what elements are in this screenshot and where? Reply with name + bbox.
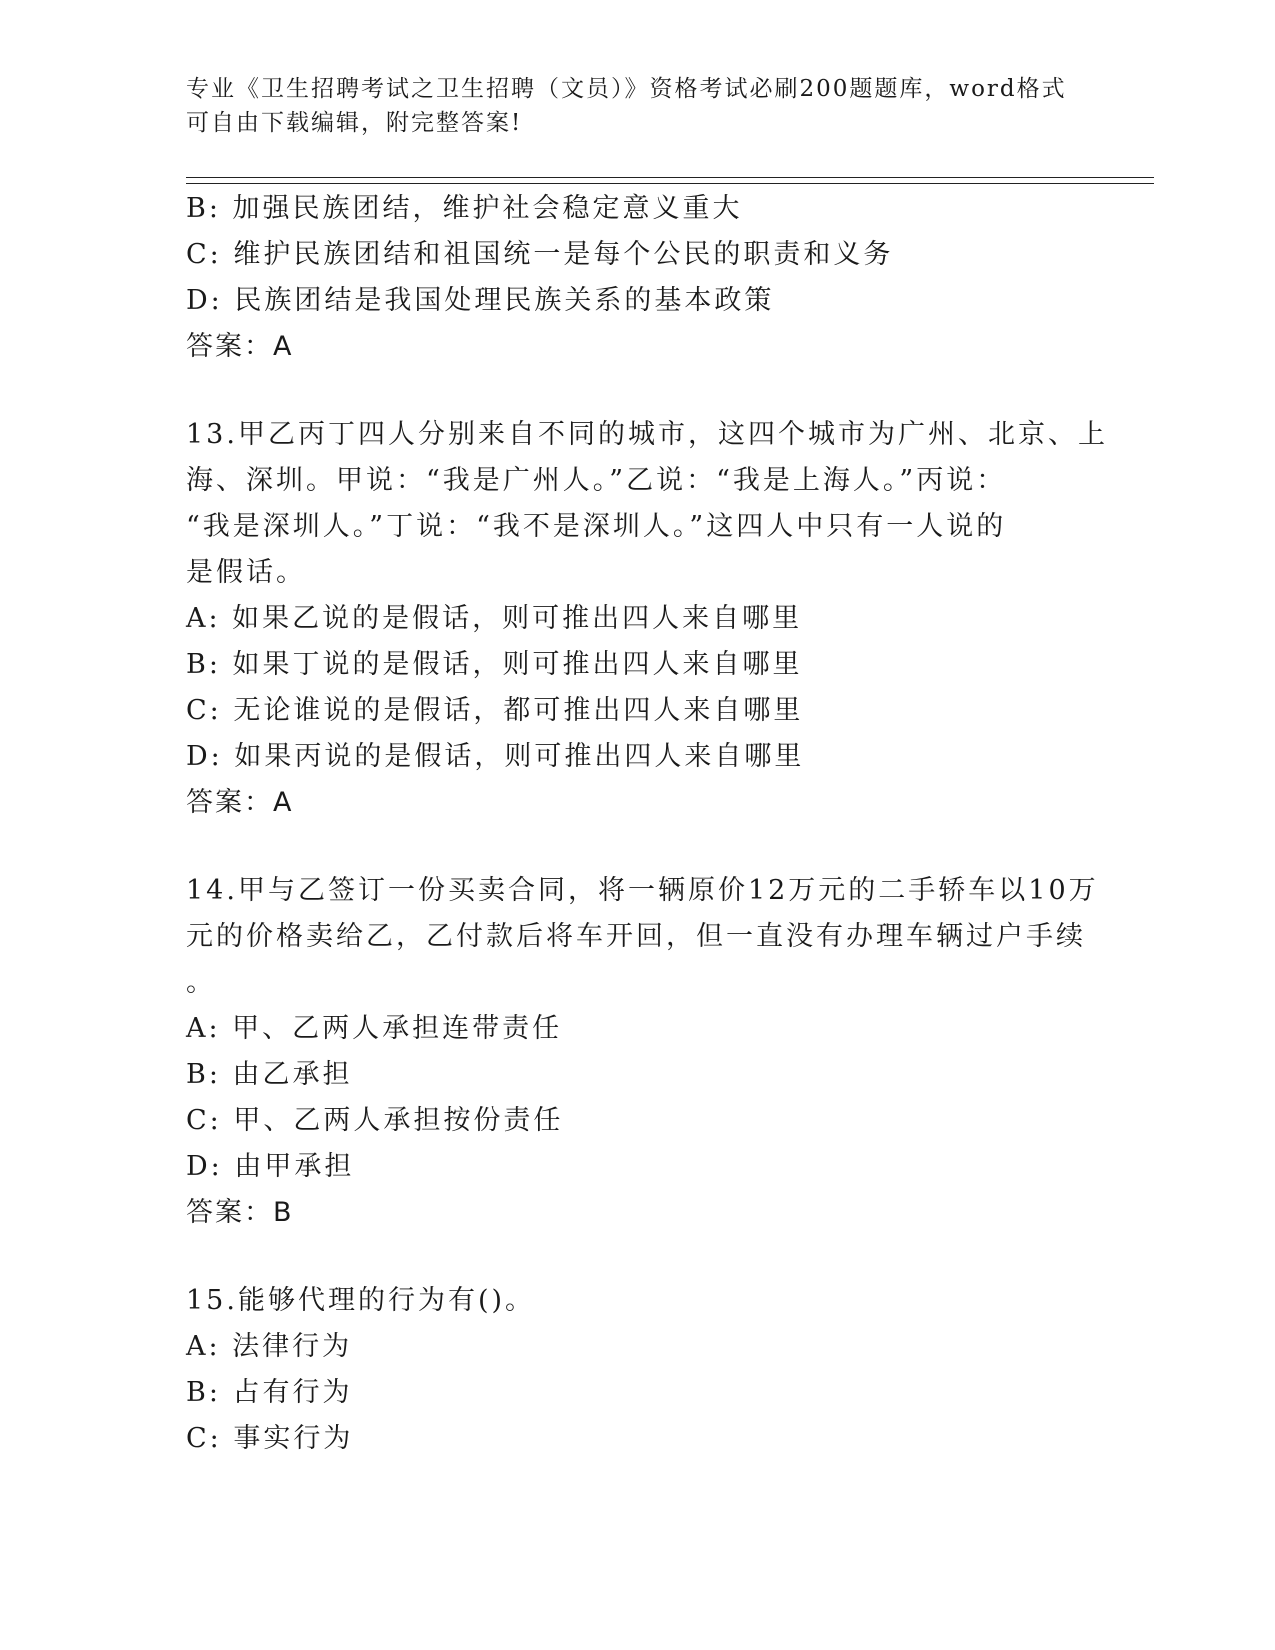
header-divider-top bbox=[186, 177, 1154, 178]
header-divider-bottom bbox=[186, 183, 1154, 184]
option-a: A: 法律行为 bbox=[186, 1331, 353, 1362]
question-stem-line: 元的价格卖给乙，乙付款后将车开回，但一直没有办理车辆过户手续 bbox=[186, 921, 1086, 952]
question-stem-line: 是假话。 bbox=[186, 557, 306, 588]
document-body bbox=[186, 186, 1108, 1462]
question-stem-line: 14.甲与乙签订一份买卖合同，将一辆原价12万元的二手轿车以10万 bbox=[186, 875, 1099, 906]
question-stem-line: 15.能够代理的行为有()。 bbox=[186, 1285, 536, 1316]
question-stem-line: 。 bbox=[186, 967, 216, 998]
option-b: B: 如果丁说的是假话，则可推出四人来自哪里 bbox=[186, 649, 803, 680]
question-stem-line: 海、深圳。甲说：“我是广州人。”乙说：“我是上海人。”丙说： bbox=[186, 465, 1007, 496]
answer-line: 答案：A bbox=[186, 331, 294, 362]
option-b: B: 由乙承担 bbox=[186, 1059, 353, 1090]
option-d: D: 如果丙说的是假话，则可推出四人来自哪里 bbox=[186, 741, 805, 772]
spacer bbox=[186, 370, 1086, 412]
option-c: C: 无论谁说的是假话，都可推出四人来自哪里 bbox=[186, 695, 804, 726]
question-14 bbox=[186, 868, 1099, 1236]
option-d: D: 民族团结是我国处理民族关系的基本政策 bbox=[186, 285, 775, 316]
document-header bbox=[186, 72, 1076, 140]
header-line-1: 专业《卫生招聘考试之卫生招聘（文员）》资格考试必刷200题题库，word格式 bbox=[186, 76, 1067, 102]
option-c: C: 维护民族团结和祖国统一是每个公民的职责和义务 bbox=[186, 239, 894, 270]
question-15 bbox=[186, 1278, 1086, 1462]
option-a: A: 如果乙说的是假话，则可推出四人来自哪里 bbox=[186, 603, 803, 634]
spacer bbox=[186, 826, 1086, 868]
answer-line: 答案：B bbox=[186, 1197, 294, 1228]
option-d: D: 由甲承担 bbox=[186, 1151, 355, 1182]
option-b: B: 加强民族团结，维护社会稳定意义重大 bbox=[186, 193, 743, 224]
spacer bbox=[186, 1236, 1086, 1278]
option-a: A: 甲、乙两人承担连带责任 bbox=[186, 1013, 563, 1044]
option-c: C: 事实行为 bbox=[186, 1423, 354, 1454]
answer-line: 答案：A bbox=[186, 787, 294, 818]
option-b: B: 占有行为 bbox=[186, 1377, 353, 1408]
question-13 bbox=[186, 412, 1108, 826]
option-c: C: 甲、乙两人承担按份责任 bbox=[186, 1105, 564, 1136]
question-stem-line: “我是深圳人。”丁说：“我不是深圳人。”这四人中只有一人说的 bbox=[186, 511, 1007, 542]
question-12-continued bbox=[186, 186, 1086, 370]
question-stem-line: 13.甲乙丙丁四人分别来自不同的城市，这四个城市为广州、北京、上 bbox=[186, 419, 1108, 450]
header-line-2: 可自由下载编辑，附完整答案! bbox=[186, 110, 523, 136]
